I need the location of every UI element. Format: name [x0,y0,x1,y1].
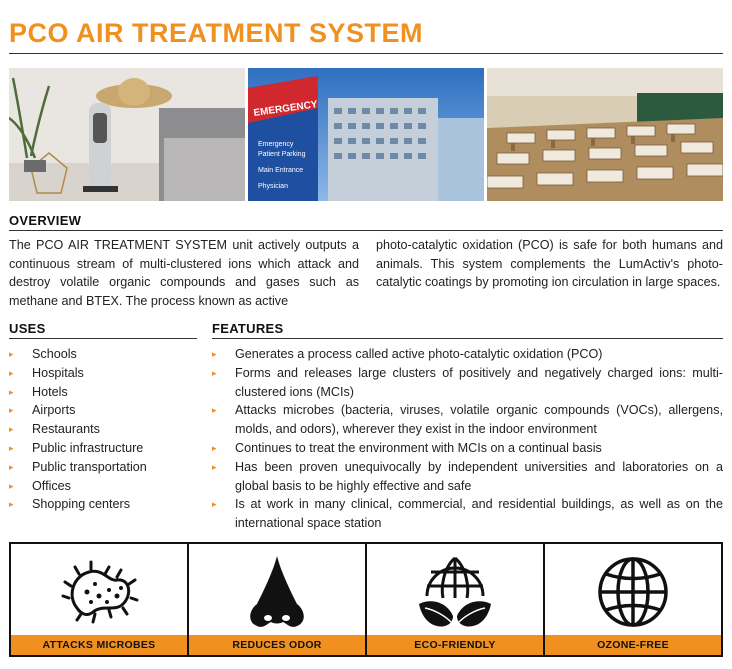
bullet-icon: ▸ [9,461,14,472]
panel-reduces-odor [189,544,367,655]
photo-classroom [487,68,723,201]
globe-leaves-icon [415,552,495,632]
photo-sign-line: Patient Parking [258,151,306,158]
bullet-icon: ▸ [212,349,217,359]
features-heading: FEATURES [212,321,284,336]
list-item: ▸ Shopping centers [9,495,197,514]
photo-sign-line: Emergency [258,141,294,148]
page-title: PCO AIR TREATMENT SYSTEM [9,18,424,48]
list-item: ▸ Generates a process called active photo-catalytic oxidation (PCO) [212,345,723,364]
overview-divider [9,230,723,231]
bullet-icon: ▸ [9,424,14,435]
list-item: ▸ Public transportation [9,458,197,477]
list-item: ▸ Hotels [9,383,197,402]
globe-icon [593,552,673,632]
overview-heading: OVERVIEW [9,213,82,228]
photo-hospital [248,68,484,201]
list-item: ▸ Continues to treat the environment with MCIs on a continual basis [212,439,723,458]
uses-list [9,345,197,514]
bullet-icon: ▸ [212,367,217,378]
list-item: ▸ Offices [9,477,197,496]
panel-attacks-microbes [11,544,189,655]
icon-label: OZONE-FREE [545,635,721,655]
bullet-icon: ▸ [212,461,217,472]
title-divider [9,53,723,54]
bullet-icon: ▸ [212,499,217,510]
list-item: ▸ Schools [9,345,197,364]
panel-eco-friendly [367,544,545,655]
photo-strip [9,68,723,201]
uses-divider [9,338,197,339]
photo-sign-line: Physician [258,183,288,190]
list-item: ▸ Is at work in many clinical, commercial, and residential buildings, as well as on the international space station [212,497,723,531]
microbe-icon [59,552,139,632]
photo-room-interior [9,68,245,201]
list-item: ▸ Hospitals [9,364,197,383]
features-divider [212,338,723,339]
bullet-icon: ▸ [212,442,217,453]
list-item: ▸ Airports [9,401,197,420]
list-item: ▸ Forms and releases large clusters of positively and negatively charged ions: multi-clustered ions (MCIs) [212,365,723,399]
panel-ozone-free [545,544,721,655]
overview-text-col2: photo-catalytic oxidation (PCO) is safe for both humans and animals. This system complements the LumActiv's photo-catalytic coatings by promoting ion circulation in large spaces. [376,238,723,289]
bullet-icon: ▸ [9,480,14,491]
features-list [212,345,723,533]
list-item: ▸ Public infrastructure [9,439,197,458]
icon-label: ATTACKS MICROBES [11,635,187,655]
bullet-icon: ▸ [9,499,14,510]
photo-sign-title: EMERGENCY [252,99,319,119]
icon-label: ECO-FRIENDLY [367,635,543,655]
list-item: ▸ Restaurants [9,420,197,439]
photo-sign-line: Main Entrance [258,167,304,174]
bullet-icon: ▸ [9,405,14,416]
bullet-icon: ▸ [212,405,217,416]
list-item: ▸ Attacks microbes (bacteria, viruses, volatile organic compounds (VOCs), allergens, molds, and odors), wherever they exist in the indoor environment [212,403,723,437]
overview-text-col1: The PCO AIR TREATMENT SYSTEM unit actively outputs a continuous stream of multi-clustered ions which attack and destroy volatile organic compounds and gases such as methane and BTEX. The process known as active [9,238,359,308]
benefit-icons-panel [9,542,723,657]
nose-icon [237,552,317,632]
bullet-icon: ▸ [9,386,14,397]
bullet-icon: ▸ [9,367,14,378]
list-item: ▸ Has been proven unequivocally by independent universities and laboratories on a global basis to be highly effective and safe [212,459,723,493]
bullet-icon: ▸ [9,442,14,453]
uses-heading: USES [9,321,46,336]
bullet-icon: ▸ [9,349,14,359]
icon-label: REDUCES ODOR [189,635,365,655]
